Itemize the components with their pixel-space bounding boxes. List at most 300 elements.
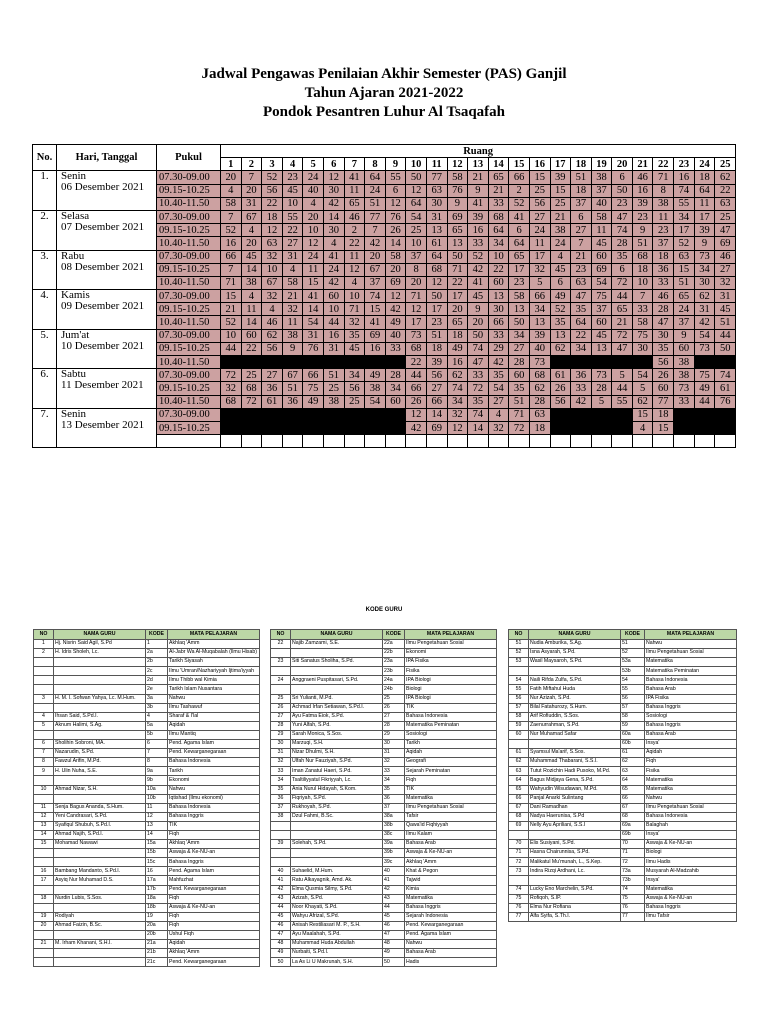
teacher-name: Nurdin Lubis, S.Sos. xyxy=(54,894,146,903)
proctor-code-cell: 13 xyxy=(447,237,468,250)
teacher-name: Nadya Haerunisa, S.Pd xyxy=(529,812,621,821)
teacher-row xyxy=(271,749,497,758)
proctor-code-cell: 15 xyxy=(221,290,242,303)
title-line-2: Tahun Ajaran 2021-2022 xyxy=(304,85,464,101)
proctor-code-cell xyxy=(591,421,612,434)
proctor-code-cell: 62 xyxy=(529,382,550,395)
proctor-code-cell: 51 xyxy=(282,382,303,395)
teacher-no: 4 xyxy=(34,712,54,721)
teacher-row xyxy=(509,849,737,858)
proctor-code-cell: 11 xyxy=(529,237,550,250)
proctor-code-cell: 20 xyxy=(385,263,406,276)
teacher-name xyxy=(54,958,146,967)
teacher-row xyxy=(34,940,260,949)
proctor-code-cell: 41 xyxy=(468,276,489,289)
header-no: No. xyxy=(33,145,57,171)
teacher-no: 30 xyxy=(271,740,291,749)
teacher-subject: Pend. Kewarganegaraan xyxy=(168,749,260,758)
teacher-name: Ahmad Najih, S.Pd.I. xyxy=(54,830,146,839)
teacher-subject: Ushul Fiqh xyxy=(168,931,260,940)
proctor-code-cell: 54 xyxy=(694,329,715,342)
empty-cell xyxy=(488,435,509,448)
proctor-code-cell: 32 xyxy=(715,276,736,289)
teacher-name xyxy=(291,830,383,839)
room-number: 11 xyxy=(426,158,447,171)
proctor-code-cell xyxy=(282,408,303,421)
teacher-name: H. Idris Sholeh, Lc. xyxy=(54,649,146,658)
proctor-code-cell: 42 xyxy=(323,197,344,210)
proctor-code-cell: 50 xyxy=(509,316,530,329)
proctor-code-cell: 45 xyxy=(550,263,571,276)
teacher-code: 75 xyxy=(621,894,645,903)
proctor-code-cell xyxy=(694,421,715,434)
proctor-code-cell: 66 xyxy=(221,250,242,263)
teacher-name: Nudia Amburika, S.Ag. xyxy=(529,640,621,649)
proctor-code-cell: 56 xyxy=(550,395,571,408)
day-date-cell xyxy=(57,290,157,330)
proctor-code-cell: 6 xyxy=(612,263,633,276)
proctor-code-cell: 50 xyxy=(447,250,468,263)
room-number: 15 xyxy=(509,158,530,171)
teacher-code: 74 xyxy=(621,885,645,894)
teacher-row xyxy=(271,949,497,958)
proctor-code-cell: 9 xyxy=(447,197,468,210)
teacher-row xyxy=(509,776,737,785)
proctor-code-cell: 62 xyxy=(715,171,736,184)
day-date: 06 Desember 2021 xyxy=(61,181,145,194)
room-number: 24 xyxy=(694,158,715,171)
proctor-code-cell xyxy=(344,408,365,421)
teacher-name: Yuni Alfah, S.Pd. xyxy=(291,721,383,730)
teacher-row xyxy=(509,676,737,685)
teacher-no: 64 xyxy=(509,776,529,785)
code-table-header-cell: MATA PELAJARAN xyxy=(405,630,497,640)
teacher-name xyxy=(529,876,621,885)
proctor-code-cell: 55 xyxy=(385,171,406,184)
proctor-code-cell: 32 xyxy=(447,408,468,421)
proctor-code-cell: 45 xyxy=(344,342,365,355)
teacher-subject: Matematika xyxy=(645,776,737,785)
proctor-code-cell xyxy=(591,408,612,421)
teacher-code: 46 xyxy=(383,921,405,930)
teacher-name: Fawzul Arifin, M.Pd. xyxy=(54,758,146,767)
teacher-no: 1 xyxy=(34,640,54,649)
empty-cell xyxy=(221,435,242,448)
teacher-no: 6 xyxy=(34,740,54,749)
teacher-code: 2a xyxy=(146,649,168,658)
proctor-code-cell: 72 xyxy=(612,276,633,289)
teacher-no: 27 xyxy=(271,712,291,721)
proctor-code-cell: 10 xyxy=(406,237,427,250)
day-date: 08 Desember 2021 xyxy=(61,260,145,273)
teacher-code: 40 xyxy=(383,867,405,876)
teacher-no: 56 xyxy=(509,694,529,703)
teacher-subject: Akhlaq 'Amm xyxy=(168,640,260,649)
teacher-subject: Pend. Agama Islam xyxy=(405,931,497,940)
empty-cell xyxy=(468,435,489,448)
proctor-code-cell: 62 xyxy=(447,369,468,382)
teacher-no xyxy=(271,649,291,658)
teacher-subject: Aswaja & Ke-NU-an xyxy=(645,894,737,903)
proctor-code-cell: 69 xyxy=(591,263,612,276)
day-number: 5. xyxy=(33,329,57,369)
proctor-code-cell: 25 xyxy=(323,382,344,395)
proctor-code-cell: 42 xyxy=(488,356,509,369)
time-slot: 10.40-11.50 xyxy=(157,316,221,329)
teacher-code: 30 xyxy=(383,740,405,749)
teacher-no: 20 xyxy=(34,921,54,930)
proctor-code-cell: 25 xyxy=(241,369,262,382)
proctor-code-cell: 38 xyxy=(674,369,695,382)
proctor-code-cell: 61 xyxy=(426,237,447,250)
proctor-code-cell: 74 xyxy=(715,369,736,382)
proctor-code-cell: 56 xyxy=(262,184,283,197)
proctor-code-cell: 18 xyxy=(529,421,550,434)
proctor-code-cell: 17 xyxy=(529,250,550,263)
proctor-code-cell: 27 xyxy=(488,395,509,408)
teacher-name: Marzuqi, S.H. xyxy=(291,740,383,749)
proctor-code-cell: 20 xyxy=(241,237,262,250)
teacher-row xyxy=(34,712,260,721)
teacher-name: Nelly Ayu Apriliani, S.S.I xyxy=(529,821,621,830)
room-number: 22 xyxy=(653,158,674,171)
teacher-no: 37 xyxy=(271,803,291,812)
teacher-subject: Ekonomi xyxy=(405,649,497,658)
proctor-code-cell: 23 xyxy=(632,210,653,223)
proctor-code-cell: 21 xyxy=(468,171,489,184)
teacher-row xyxy=(509,730,737,739)
teacher-row xyxy=(271,703,497,712)
room-number: 1 xyxy=(221,158,242,171)
teacher-code: 49 xyxy=(383,949,405,958)
day-number: 6. xyxy=(33,369,57,409)
proctor-code-cell xyxy=(221,421,242,434)
proctor-code-cell: 42 xyxy=(365,237,386,250)
proctor-code-cell: 42 xyxy=(694,316,715,329)
teacher-subject: Fiqh xyxy=(168,921,260,930)
schedule-row xyxy=(33,329,736,342)
teacher-row xyxy=(509,876,737,885)
proctor-code-cell: 21 xyxy=(612,316,633,329)
teacher-no: 35 xyxy=(271,785,291,794)
teacher-no xyxy=(271,849,291,858)
teacher-code: 17a xyxy=(146,876,168,885)
proctor-code-cell: 31 xyxy=(241,197,262,210)
teacher-no xyxy=(34,849,54,858)
teacher-row xyxy=(34,903,260,912)
proctor-code-cell: 13 xyxy=(529,316,550,329)
teacher-name xyxy=(529,830,621,839)
teacher-no: 13 xyxy=(34,821,54,830)
proctor-code-cell: 21 xyxy=(571,250,592,263)
proctor-code-cell: 12 xyxy=(303,237,324,250)
teacher-name: Suhaelid, M.Hum. xyxy=(291,867,383,876)
proctor-code-cell: 20 xyxy=(447,303,468,316)
teacher-name: Fatih Miftahul Huda xyxy=(529,685,621,694)
proctor-code-cell: 67 xyxy=(365,263,386,276)
proctor-code-cell: 71 xyxy=(447,263,468,276)
teacher-name: Sri Yulianti, M.Pd. xyxy=(291,694,383,703)
teacher-no: 59 xyxy=(509,721,529,730)
teacher-no xyxy=(271,821,291,830)
teacher-name: Hj. Nisrin Said Agil, S.Pd xyxy=(54,640,146,649)
room-number: 14 xyxy=(488,158,509,171)
teacher-subject: Nahwu xyxy=(645,640,737,649)
proctor-code-cell: 15 xyxy=(303,276,324,289)
teacher-subject: Balaghah xyxy=(645,821,737,830)
header-room: Ruang xyxy=(221,145,736,158)
time-slot: 10.40-11.50 xyxy=(157,197,221,210)
teacher-code: 34 xyxy=(383,776,405,785)
teacher-no: 44 xyxy=(271,903,291,912)
teacher-code: 36 xyxy=(383,794,405,803)
teacher-no: 9 xyxy=(34,767,54,776)
teacher-row xyxy=(271,758,497,767)
empty-cell xyxy=(591,435,612,448)
teacher-name: Fiqriyah, S.Pd. xyxy=(291,794,383,803)
teacher-name: Tsaltiliyyatul Fikriyyah, Lc. xyxy=(291,776,383,785)
teacher-subject: Akhlaq 'Amm xyxy=(168,949,260,958)
teacher-code: 38b xyxy=(383,821,405,830)
proctor-code-cell: 62 xyxy=(632,395,653,408)
teacher-code: 16 xyxy=(146,867,168,876)
teacher-subject: Aswaja & Ke-NU-an xyxy=(405,849,497,858)
proctor-code-cell xyxy=(241,421,262,434)
proctor-code-cell: 29 xyxy=(488,342,509,355)
teacher-row xyxy=(34,803,260,812)
proctor-code-cell: 64 xyxy=(488,224,509,237)
proctor-code-cell xyxy=(385,421,406,434)
proctor-code-cell: 38 xyxy=(241,276,262,289)
teacher-name: H. Ulin Nuha, S.E. xyxy=(54,767,146,776)
proctor-code-cell: 50 xyxy=(715,342,736,355)
schedule-row xyxy=(33,210,736,223)
teacher-row xyxy=(509,867,737,876)
time-slot: 09.15-10.25 xyxy=(157,263,221,276)
code-table-header-cell: KODE xyxy=(383,630,405,640)
teacher-row xyxy=(271,694,497,703)
room-number: 21 xyxy=(632,158,653,171)
proctor-code-cell: 47 xyxy=(715,224,736,237)
teacher-code: 71 xyxy=(621,849,645,858)
day-name: Rabu xyxy=(61,250,85,262)
day-date: 10 Desember 2021 xyxy=(61,339,145,352)
proctor-code-cell: 4 xyxy=(488,408,509,421)
proctor-code-cell: 12 xyxy=(406,184,427,197)
teacher-code: 24a xyxy=(383,676,405,685)
proctor-code-cell: 49 xyxy=(694,382,715,395)
proctor-code-cell: 60 xyxy=(509,369,530,382)
teacher-row xyxy=(509,858,737,867)
teacher-name: Bilal Fatahurozy, S.Hum. xyxy=(529,703,621,712)
teacher-row xyxy=(271,821,497,830)
teacher-row xyxy=(509,794,737,803)
time-slot: 09.15-10.25 xyxy=(157,342,221,355)
proctor-code-cell: 51 xyxy=(674,276,695,289)
teacher-no: 43 xyxy=(271,894,291,903)
teacher-code: 10a xyxy=(146,785,168,794)
code-table-header xyxy=(34,630,260,640)
teacher-name: Nazarudin, S.Pd. xyxy=(54,749,146,758)
proctor-code-cell: 58 xyxy=(385,250,406,263)
teacher-subject: Bahasa Inggris xyxy=(168,858,260,867)
proctor-code-cell: 14 xyxy=(385,237,406,250)
proctor-code-cell: 25 xyxy=(406,224,427,237)
proctor-code-cell: 67 xyxy=(282,369,303,382)
teacher-subject: Matematika Peminatan xyxy=(645,667,737,676)
proctor-code-cell xyxy=(221,356,242,369)
teacher-code: 76 xyxy=(621,903,645,912)
proctor-code-cell: 62 xyxy=(262,329,283,342)
teacher-subject: TIK xyxy=(168,821,260,830)
teacher-subject: Fiqh xyxy=(168,912,260,921)
proctor-code-cell: 74 xyxy=(468,408,489,421)
proctor-code-cell: 47 xyxy=(571,290,592,303)
proctor-code-cell: 63 xyxy=(674,250,695,263)
teacher-no xyxy=(34,667,54,676)
empty-cell xyxy=(674,435,695,448)
proctor-code-cell: 9 xyxy=(468,184,489,197)
proctor-code-cell: 60 xyxy=(653,382,674,395)
teacher-row xyxy=(34,958,260,967)
proctor-code-cell: 11 xyxy=(303,263,324,276)
teacher-name: Sholihin Sobroni, MA. xyxy=(54,740,146,749)
proctor-code-cell: 38 xyxy=(674,356,695,369)
day-number: 4. xyxy=(33,290,57,330)
teacher-code: 31 xyxy=(383,749,405,758)
teacher-name: Rodiyah xyxy=(54,912,146,921)
code-table-header-cell: MATA PELAJARAN xyxy=(168,630,260,640)
proctor-code-cell: 66 xyxy=(529,290,550,303)
teacher-subject: Bahasa Arab xyxy=(405,949,497,958)
teacher-code: 41 xyxy=(383,876,405,885)
proctor-code-cell: 31 xyxy=(715,290,736,303)
proctor-code-cell: 77 xyxy=(365,210,386,223)
proctor-code-cell xyxy=(221,408,242,421)
proctor-code-cell xyxy=(694,356,715,369)
teacher-subject: Tarikh xyxy=(168,767,260,776)
proctor-code-cell: 37 xyxy=(571,197,592,210)
proctor-code-cell xyxy=(344,421,365,434)
teacher-row xyxy=(271,685,497,694)
teacher-no: 3 xyxy=(34,694,54,703)
proctor-code-cell: 21 xyxy=(550,210,571,223)
teacher-row xyxy=(34,676,260,685)
teacher-subject: Aswaja & Ke-NU-an xyxy=(168,849,260,858)
time-slot: 09.15-10.25 xyxy=(157,382,221,395)
teacher-subject: Nahwu xyxy=(168,694,260,703)
teacher-subject: Biologi xyxy=(645,849,737,858)
teacher-row xyxy=(34,885,260,894)
proctor-code-cell: 44 xyxy=(694,395,715,408)
proctor-code-cell: 13 xyxy=(426,224,447,237)
proctor-code-cell xyxy=(550,408,571,421)
proctor-code-cell: 5 xyxy=(612,369,633,382)
teacher-no: 19 xyxy=(34,912,54,921)
teacher-name: Dani Ramadhan xyxy=(529,803,621,812)
teacher-code: 70 xyxy=(621,840,645,849)
teacher-row xyxy=(34,794,260,803)
teacher-row xyxy=(509,840,737,849)
schedule-row xyxy=(33,250,736,263)
teacher-row xyxy=(34,931,260,940)
proctor-code-cell: 60 xyxy=(241,329,262,342)
proctor-code-cell: 4 xyxy=(323,237,344,250)
proctor-code-cell: 5 xyxy=(591,395,612,408)
empty-cell xyxy=(262,435,283,448)
teacher-subject: Nahwu xyxy=(645,794,737,803)
teacher-code: 20a xyxy=(146,921,168,930)
teacher-subject: Bahasa Indonesia xyxy=(168,758,260,767)
day-name: Senin xyxy=(61,170,87,183)
teacher-subject: Insya' xyxy=(645,830,737,839)
teacher-subject: Pend. Agama Islam xyxy=(168,867,260,876)
teacher-subject: Ilmu Tafsir xyxy=(645,912,737,921)
empty-cell xyxy=(385,435,406,448)
proctor-code-cell: 20 xyxy=(406,276,427,289)
teacher-row xyxy=(271,840,497,849)
room-number: 20 xyxy=(612,158,633,171)
teacher-subject: Pend. Kewarganegaraan xyxy=(168,885,260,894)
teacher-code: 21a xyxy=(146,940,168,949)
teacher-subject: Iqtishad (Ilmu ekonomi) xyxy=(168,794,260,803)
teacher-code: 35 xyxy=(383,785,405,794)
proctor-code-cell: 10 xyxy=(344,290,365,303)
proctor-code-cell: 47 xyxy=(612,210,633,223)
proctor-code-cell: 25 xyxy=(344,395,365,408)
proctor-code-cell: 61 xyxy=(715,382,736,395)
proctor-code-cell: 34 xyxy=(509,329,530,342)
teacher-subject: Ilmu Pengetahuan Sosial xyxy=(405,640,497,649)
proctor-code-cell: 71 xyxy=(653,171,674,184)
proctor-code-cell: 22 xyxy=(715,184,736,197)
proctor-code-cell: 37 xyxy=(406,250,427,263)
teacher-subject: Bahasa Arab xyxy=(645,685,737,694)
teacher-code: 12 xyxy=(146,812,168,821)
proctor-code-cell: 51 xyxy=(323,369,344,382)
proctor-code-cell: 11 xyxy=(344,184,365,197)
teacher-name: Iman Zanatul Haeri, S.Pd. xyxy=(291,767,383,776)
proctor-code-cell: 10 xyxy=(282,197,303,210)
teacher-row xyxy=(34,730,260,739)
proctor-code-cell: 64 xyxy=(509,237,530,250)
teacher-subject: Tarikh xyxy=(405,740,497,749)
proctor-code-cell xyxy=(612,421,633,434)
proctor-code-cell: 21 xyxy=(488,184,509,197)
proctor-code-cell: 67 xyxy=(241,210,262,223)
teacher-no xyxy=(34,949,54,958)
empty-cell xyxy=(344,435,365,448)
proctor-code-cell: 35 xyxy=(488,369,509,382)
proctor-code-cell: 24 xyxy=(323,263,344,276)
room-number: 3 xyxy=(262,158,283,171)
proctor-code-cell: 52 xyxy=(550,303,571,316)
proctor-code-cell: 24 xyxy=(529,224,550,237)
teacher-name: Nur Azizah, S.Pd. xyxy=(529,694,621,703)
room-number: 25 xyxy=(715,158,736,171)
teacher-name: Ahmad Nizar, S.H. xyxy=(54,785,146,794)
proctor-code-cell xyxy=(612,408,633,421)
code-table-header xyxy=(509,630,737,640)
teacher-code: 58 xyxy=(621,712,645,721)
teacher-subject: Bahasa Inggris xyxy=(405,903,497,912)
proctor-code-cell xyxy=(550,421,571,434)
teacher-name xyxy=(291,821,383,830)
proctor-code-cell: 23 xyxy=(571,263,592,276)
empty-cell xyxy=(612,435,633,448)
teacher-code: 23b xyxy=(383,667,405,676)
proctor-code-cell: 20 xyxy=(221,171,242,184)
